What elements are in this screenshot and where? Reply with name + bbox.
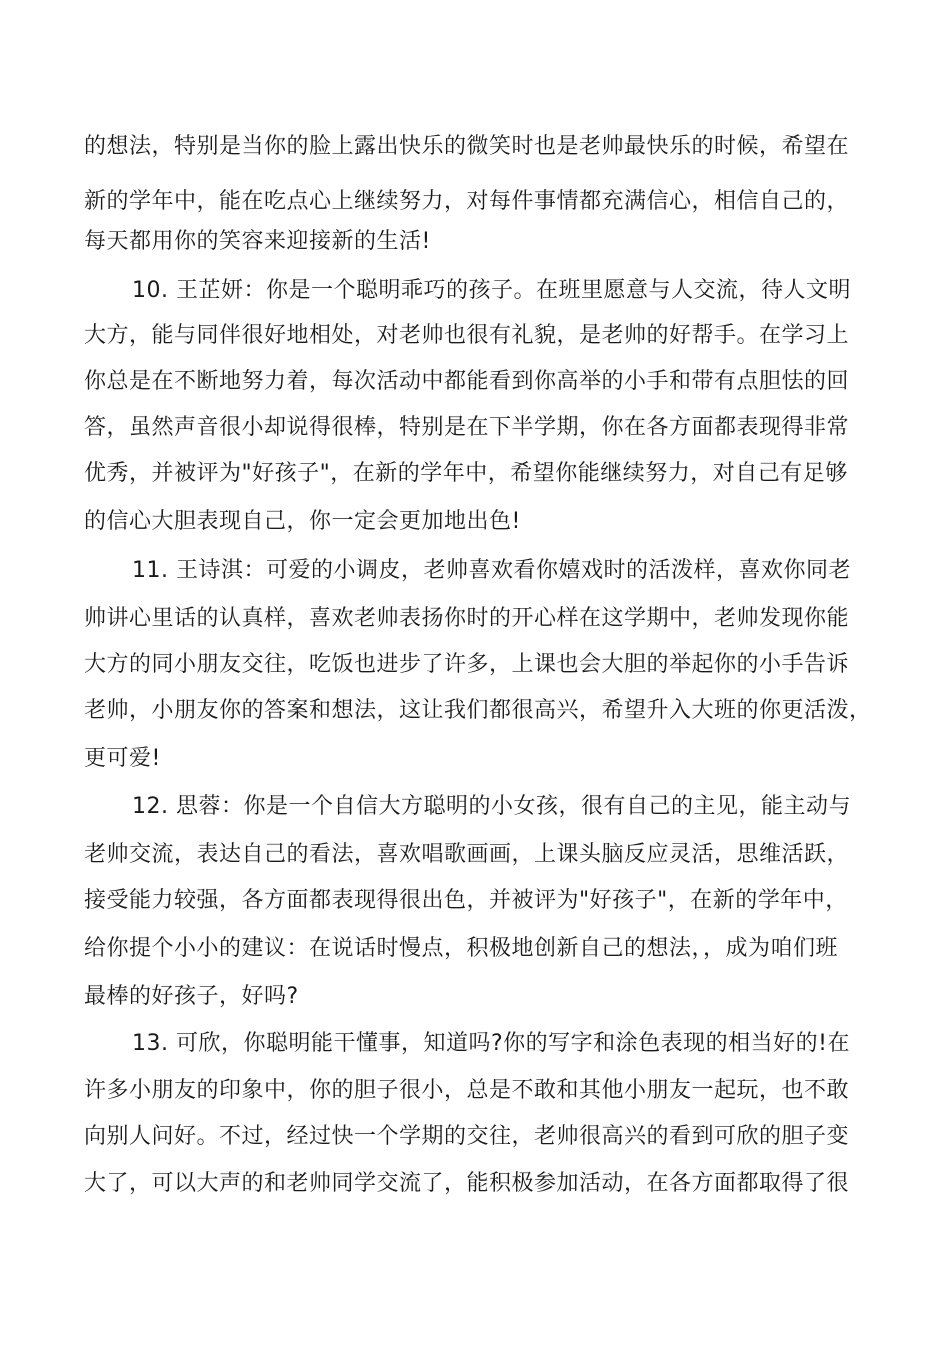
text-line: 老帅，小朋友你的答案和想法，这让我们都很高兴，希望升入大班的你更活泼，	[84, 698, 872, 723]
text-line: 向别人问好。不过，经过快一个学期的交往，老帅很高兴的看到可欣的胆子变	[84, 1124, 850, 1149]
text-line: 给你提个小小的建议：在说话时慢点，积极地创新自己的想法，，成为咱们班	[84, 936, 839, 961]
text-line: 12. 思蓉：你是一个自信大方聪明的小女孩，很有自己的主见，能主动与	[132, 794, 851, 819]
text-line: 大方，能与同伴很好地相处，对老帅也很有礼貌，是老帅的好帮手。在学习上	[84, 323, 850, 348]
text-line: 13. 可欣，你聪明能干懂事，知道吗?你的写字和涂色表现的相当好的!在	[132, 1031, 850, 1056]
text-line: 最棒的好孩子，好吗?	[84, 984, 299, 1009]
text-line: 11. 王诗淇：可爱的小调皮，老帅喜欢看你嬉戏时的活泼样，喜欢你同老	[132, 558, 851, 583]
text-line: 大了，可以大声的和老帅同学交流了，能积极参加活动，在各方面都取得了很	[84, 1171, 850, 1196]
text-line: 你总是在不断地努力着，每次活动中都能看到你高举的小手和带有点胆怯的回	[84, 369, 850, 394]
text-line: 的想法，特别是当你的脸上露出快乐的微笑时也是老帅最快乐的时候，希望在	[84, 134, 850, 159]
text-line: 大方的同小朋友交往，吃饭也进步了许多，上课也会大胆的举起你的小手告诉	[84, 652, 850, 677]
text-line: 新的学年中，能在吃点心上继续努力，对每件事情都充满信心，相信自己的，	[84, 189, 850, 214]
text-line: 优秀，并被评为"好孩子"，在新的学年中，希望你能继续努力，对自己有足够	[84, 461, 848, 486]
text-line: 答，虽然声音很小却说得很棒，特别是在下半学期，你在各方面都表现得非常	[84, 415, 850, 440]
text-line: 更可爱!	[84, 746, 161, 771]
text-line: 帅讲心里话的认真样，喜欢老帅表扬你时的开心样在这学期中，老帅发现你能	[84, 606, 850, 631]
text-line: 许多小朋友的印象中，你的胆子很小，总是不敢和其他小朋友一起玩，也不敢	[84, 1078, 850, 1103]
text-line: 每天都用你的笑容来迎接新的生活!	[84, 229, 431, 254]
text-line: 老帅交流，表达自己的看法，喜欢唱歌画画，上课头脑反应灵活，思维活跃，	[84, 842, 850, 867]
text-line: 的信心大胆表现自己，你一定会更加地出色!	[84, 509, 521, 534]
text-line: 接受能力较强，各方面都表现得很出色，并被评为"好孩子"，在新的学年中，	[84, 888, 848, 913]
text-line: 10. 王芷妍：你是一个聪明乖巧的孩子。在班里愿意与人交流，待人文明	[132, 278, 851, 303]
